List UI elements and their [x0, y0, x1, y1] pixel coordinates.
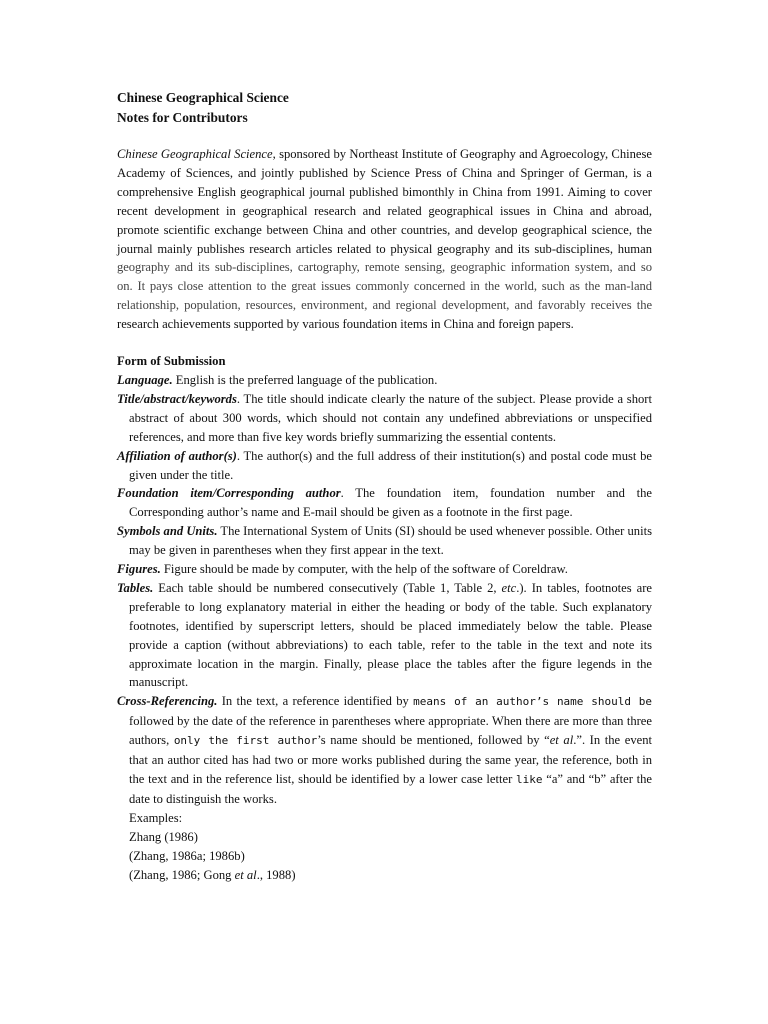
journal-name: Chinese Geographical Science [117, 147, 273, 161]
examples-label: Examples: [129, 810, 183, 825]
item-text: . The foundation item, foundation number and the Corresponding author’s name and E-mail should be given as a footnote in the first page. [129, 486, 652, 520]
item-term: Figures. [117, 562, 161, 577]
item-term: Title/abstract/keywords [117, 391, 237, 406]
item-text: Figure should be made by computer, with the help of the software of Coreldraw. [160, 562, 568, 577]
item-figures [117, 560, 652, 579]
example-text: (Zhang, 1986; Gong [129, 867, 235, 882]
item-text: “a” and “b” after the date to distinguish the works. [129, 772, 652, 806]
item-text: Each table should be numbered consecutively (Table 1, Table 2, [153, 580, 502, 595]
item-cross-referencing [117, 692, 652, 808]
item-term: Affiliation of author(s) [117, 448, 237, 463]
item-term: Foundation item/Corresponding author [117, 486, 341, 501]
item-text: ’s name should be mentioned, followed by “ [317, 733, 550, 748]
item-text: followed by the date of the reference in parentheses where appropriate. When there are more than three authors, [129, 714, 652, 748]
item-text: .”. In the event that an author cited has had two or more works published during the same year, the reference, both in the text and in the reference list, should be identified by a lower case letter [129, 733, 652, 786]
item-text: .). In tables, footnotes are preferable to long explanatory material in either the heading or body of the table. Such explanatory footnotes, identified by superscript letters, should be placed immediately below the table. Please provide a caption (without abbreviations) to each table, refer to the table in the text and note its approximate location in the margin. Finally, please place the tables after the figure legends in the manuscript. [129, 580, 653, 690]
notes-title: Notes for Contributors [117, 109, 248, 125]
item-text: The International System of Units (SI) should be used whenever possible. Other units may be given in parentheses when they first appear in the text. [129, 524, 652, 558]
item-term: Symbols and Units. [117, 524, 218, 539]
item-language [117, 371, 652, 390]
item-text: In the text, a reference identified by [217, 694, 414, 709]
item-text: English is the preferred language of the publication. [172, 372, 438, 387]
document-page [117, 88, 652, 884]
item-etal: et al [549, 733, 574, 748]
example-text: ., 1988) [256, 867, 296, 882]
item-title-abstract [117, 390, 652, 447]
example-line: (Zhang, 1986a; 1986b) [129, 848, 245, 863]
intro-paragraph [117, 145, 652, 334]
example-line [117, 866, 652, 885]
item-foundation [117, 484, 652, 522]
item-text: . The title should indicate clearly the nature of the subject. Please provide a short abstract of about 300 words, which should not contain any undefined abbreviations or unspecified references, and more than five key words briefly summarizing the essential contents. [129, 391, 652, 444]
item-text: . The author(s) and the full address of their institution(s) and postal code must be given under the title. [129, 448, 652, 482]
item-tables [117, 579, 652, 692]
example-etal: et al [234, 867, 257, 882]
section-heading: Form of Submission [117, 354, 226, 369]
item-text-mono: like [516, 773, 543, 786]
intro-text-3: research achievements supported by various foundation items in China and foreign papers. [117, 317, 574, 332]
example-line: Zhang (1986) [129, 829, 198, 844]
item-symbols [117, 522, 652, 560]
item-affiliation [117, 447, 652, 485]
item-term: Cross-Referencing. [117, 694, 218, 709]
item-term: Language. [117, 372, 173, 387]
item-etc: etc [501, 580, 517, 595]
item-text-mono: means of an author’s name should be [413, 695, 652, 709]
intro-text-2: geography and its sub-disciplines, cartography, remote sensing, geographic information system, and so on. It pays close attention to the great issues commonly concerned in the world, such as the man-land relationship, population, resources, environment, and regional development, and favorably receives the [117, 260, 652, 313]
item-text-mono: only the first author [173, 734, 318, 748]
item-term: Tables. [117, 580, 154, 595]
intro-text-1: , sponsored by Northeast Institute of Geography and Agroecology, Chinese Academy of Sciences, and jointly published by Science Press of China and Springer of German, is a comprehensive English geographical journal published bimonthly in China from 1991. Aiming to cover recent development in geographical research and related geographical issues in China and abroad, promote scientific exchange between China and other countries, and develop geographical science, the journal mainly publishes research articles related to physical geography and its sub-disciplines, human [117, 147, 653, 256]
journal-title: Chinese Geographical Science [117, 90, 289, 105]
